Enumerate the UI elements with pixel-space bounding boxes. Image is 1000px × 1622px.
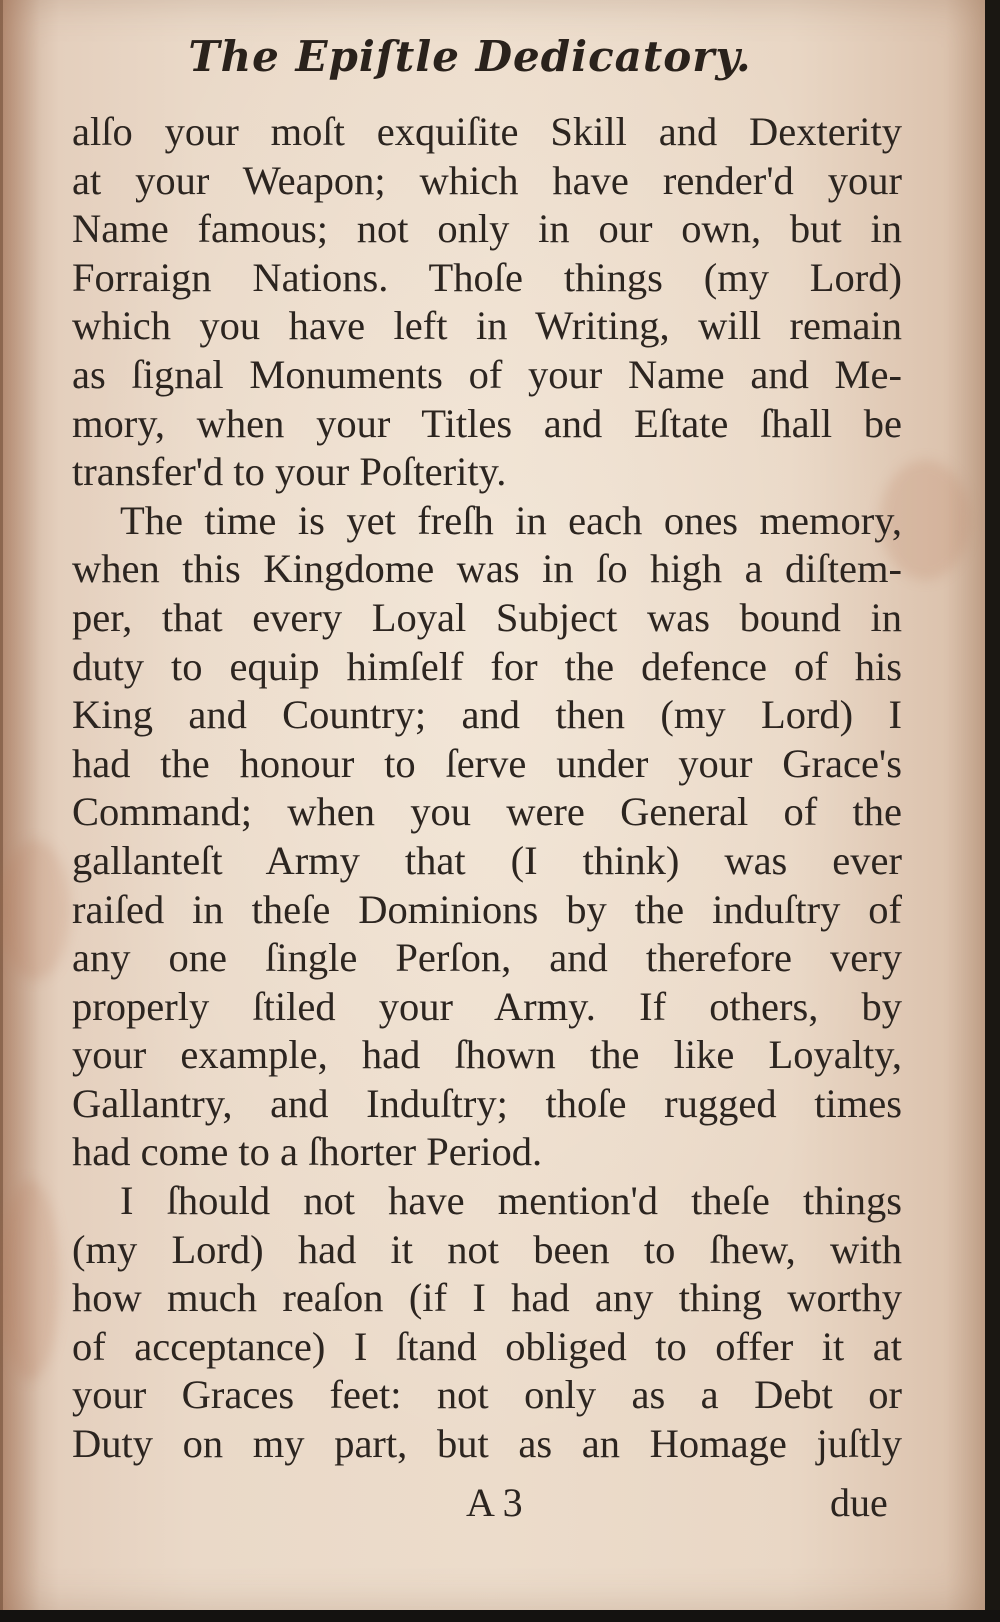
text-line: The time is yet freſh in each ones memory, [120, 497, 902, 543]
text-line: King and Country; and then (my Lord) I [72, 692, 902, 738]
text-line: (my Lord) had it not been to ſhew, with [72, 1226, 902, 1272]
running-title: The Epiſtle Dedicatory. [188, 32, 752, 81]
text-line: had come to a ſhorter Period. [72, 1129, 543, 1175]
dedication-text [72, 108, 902, 1469]
page-footer [0, 1479, 1000, 1529]
text-line: Gallantry, and Induſtry; thoſe rugged times [72, 1080, 902, 1126]
text-line: your example, had ſhown the like Loyalty, [72, 1032, 902, 1078]
scan-edge [0, 1610, 1000, 1622]
text-line: when this Kingdome was in ſo high a diſtem- [72, 546, 902, 592]
text-line: Duty on my part, but as an Homage juſtly [72, 1421, 902, 1467]
text-line: as ſignal Monuments of your Name and Me- [72, 351, 902, 397]
text-line: at your Weapon; which have render'd your [72, 157, 902, 203]
text-line: your Graces feet: not only as a Debt or [72, 1372, 902, 1418]
foxing-stain [0, 1180, 60, 1380]
page-gutter [0, 0, 3, 1610]
text-line: of acceptance) I ſtand obliged to offer it at [72, 1323, 902, 1369]
text-line: Forraign Nations. Thoſe things (my Lord) [72, 254, 902, 300]
text-line: which you have left in Writing, will remain [72, 303, 902, 349]
text-line: alſo your moſt exquiſite Skill and Dexterity [72, 109, 902, 154]
text-line: any one ſingle Perſon, and therefore very [72, 935, 902, 981]
text-line: duty to equip himſelf for the defence of his [72, 643, 902, 689]
text-line: raiſed in theſe Dominions by the induſtry of [72, 886, 902, 932]
catchword: due [830, 1480, 888, 1525]
foxing-stain [0, 840, 70, 980]
text-line: Name famous; not only in our own, but in [72, 206, 902, 252]
text-line: how much reaſon (if I had any thing worthy [72, 1275, 902, 1321]
text-line: properly ſtiled your Army. If others, by [72, 983, 902, 1029]
text-line: per, that every Loyal Subject was bound in [72, 594, 902, 640]
text-line: gallanteſt Army that (I think) was ever [72, 837, 902, 883]
signature-mark: A 3 [466, 1480, 523, 1525]
text-line: had the honour to ſerve under your Grace's [72, 740, 902, 786]
text-line: mory, when your Titles and Eſtate ſhall be [72, 400, 902, 446]
text-line: transfer'd to your Poſterity. [72, 449, 507, 495]
text-line: Command; when you were General of the [72, 789, 902, 835]
text-line: I ſhould not have mention'd theſe things [120, 1178, 902, 1224]
